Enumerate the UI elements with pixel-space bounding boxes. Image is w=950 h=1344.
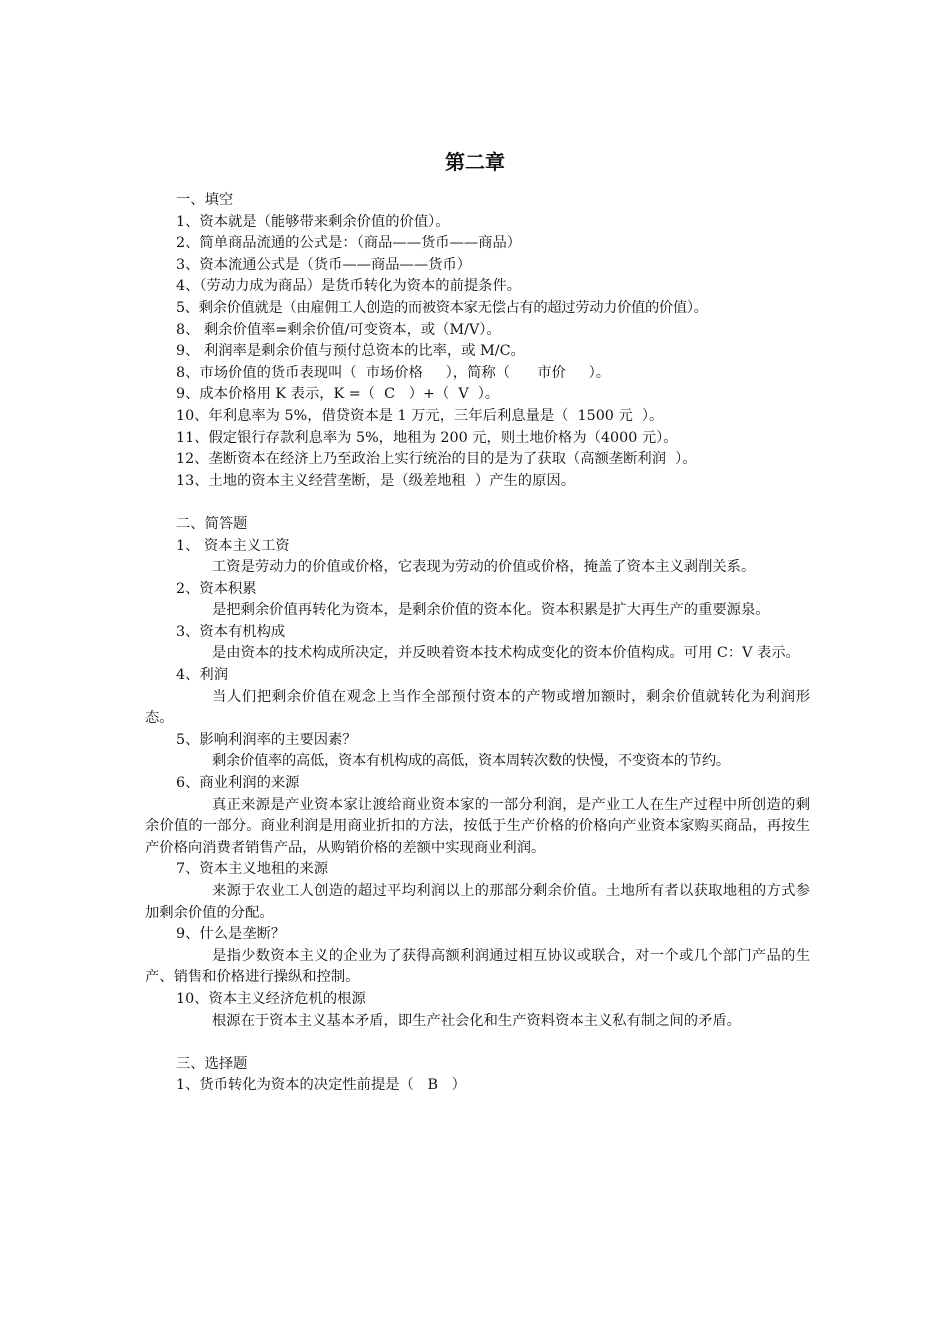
question-title: 1、 资本主义工资: [176, 537, 290, 554]
fill-item: 8、 剩余价值率=剩余价值/可变资本，或（M/V）。: [176, 321, 501, 338]
answer-text: 当人们把剩余价值在观念上当作全部预付资本的产物或增加额时，剩余价值就转化为利润形态。: [145, 688, 810, 727]
question-title: 3、资本有机构成: [176, 623, 286, 640]
question-title: 4、利润: [176, 667, 228, 684]
answer-text: 来源于农业工人创造的超过平均利润以上的那部分剩余价值。土地所有者以获取地租的方式参加剩余价值的分配。: [145, 883, 810, 921]
section-multiple-choice: [145, 1054, 810, 1097]
fill-item: 8、市场价值的货币表现叫（ 市场价格 ），简称（ 市价 ）。: [176, 364, 611, 381]
question-title: 5、影响利润率的主要因素？: [176, 731, 357, 748]
fill-item: 4、（劳动力成为商品）是货币转化为资本的前提条件。: [176, 278, 522, 295]
section-fill-in-blank: [145, 190, 810, 492]
question-title: 2、资本积累: [176, 580, 257, 597]
fill-item: 12、垄断资本在经济上乃至政治上实行统治的目的是为了获取（高额垄断利润 ）。: [176, 451, 697, 468]
section-heading: 一、填空: [176, 192, 234, 208]
section-heading: 三、选择题: [176, 1055, 248, 1072]
answer-text: 剩余价值率的高低，资本有机构成的高低，资本周转次数的快慢，不变资本的节约。: [212, 753, 730, 770]
fill-item: 11、假定银行存款利息率为 5%，地租为 200 元，则土地价格为（4000 元）。: [176, 429, 678, 446]
spacer: [145, 492, 810, 514]
answer-text: 根源在于资本主义基本矛盾，即生产社会化和生产资料资本主义私有制之间的矛盾。: [212, 1012, 741, 1029]
fill-item: 2、简单商品流通的公式是：（商品——货币——商品）: [176, 235, 522, 252]
answer-text: 真正来源是产业资本家让渡给商业资本家的一部分利润，是产业工人在生产过程中所创造的剩余价值的一部分。商业利润是用商业折扣的方法，按低于生产价格的价格向产业资本家购买商品，再按生产价格向消费者销售产品，从购销价格的差额中实现商业利润。: [145, 796, 810, 856]
fill-item: 1、资本就是（能够带来剩余价值的价值）。: [176, 213, 450, 230]
question-title: 10、资本主义经济危机的根源: [176, 990, 366, 1007]
fill-item: 5、剩余价值就是（由雇佣工人创造的而被资本家无偿占有的超过劳动力价值的价值）。: [176, 299, 708, 316]
choice-item: 1、货币转化为资本的决定性前提是（ B ）: [176, 1077, 466, 1094]
answer-text: 是指少数资本主义的企业为了获得高额利润通过相互协议或联合，对一个或几个部门产品的生产、销售和价格进行操纵和控制。: [145, 947, 810, 986]
spacer: [145, 1032, 810, 1054]
page-title: 第二章: [445, 150, 505, 174]
document-body: [145, 190, 810, 1097]
answer-text: 是把剩余价值再转化为资本，是剩余价值的资本化。资本积累是扩大再生产的重要源泉。: [212, 602, 770, 619]
section-heading: 二、简答题: [176, 515, 248, 532]
question-title: 6、商业利润的来源: [176, 775, 300, 792]
question-title: 7、资本主义地租的来源: [176, 861, 329, 878]
answer-text: 工资是劳动力的价值或价格，它表现为劳动的价值或价格，掩盖了资本主义剥削关系。: [212, 559, 756, 576]
fill-item: 9、 利润率是剩余价值与预付总资本的比率，或 M/C。: [176, 343, 525, 360]
fill-item: 9、成本价格用 K 表示，K =（ C ）+（ V ）。: [176, 386, 500, 403]
fill-item: 13、土地的资本主义经营垄断，是（级差地租 ）产生的原因。: [176, 472, 575, 489]
fill-item: 10、年利息率为 5%，借贷资本是 1 万元，三年后利息量是（ 1500 元 ）。: [176, 407, 664, 424]
section-short-answer: [145, 514, 810, 1032]
question-title: 9、什么是垄断？: [176, 926, 286, 943]
answer-text: 是由资本的技术构成所决定，并反映着资本技术构成变化的资本价值构成。可用 C：V 表示。: [212, 645, 800, 662]
fill-item: 3、资本流通公式是（货币——商品——货币）: [176, 256, 472, 273]
